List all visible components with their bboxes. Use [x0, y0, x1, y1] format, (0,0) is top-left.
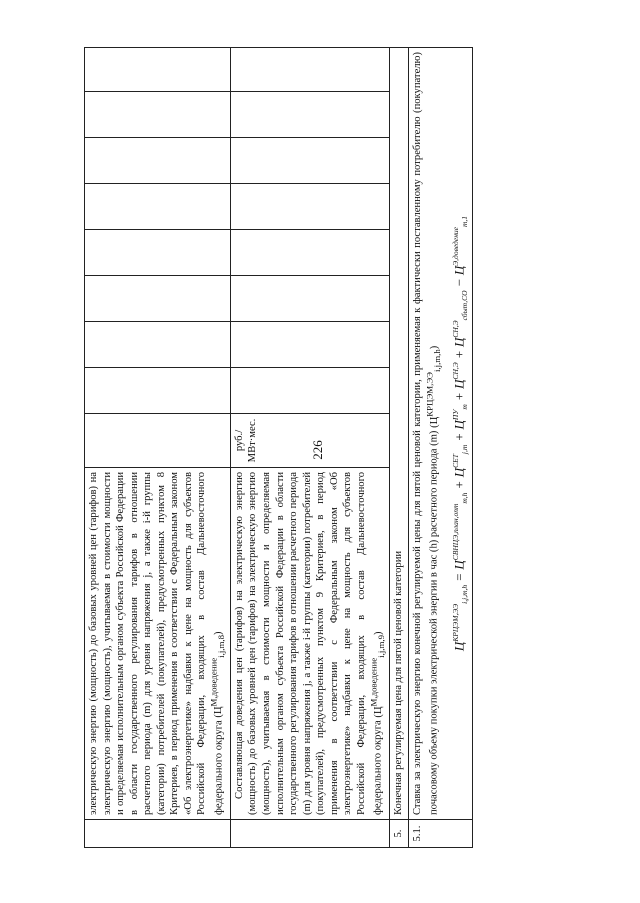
- table-row-9: [230, 48, 389, 848]
- row-description: электрическую энергию (мощность) до базовых уровней цен (тарифов) на электрическую энергию (мощность), учитываемая в стоимости мощности и определяемая исполнительным органом субъекта Российской Федерации в области государственного регулирования тарифов в отношении расчетного периода (m) для уровня напряжения j, а также i-й группы (категории) потребителей (покупателей), предусмотренных пунктом 8 Критериев, в период применения в соответствии с Федеральным законом «Об электроэнергетике» надбавки к цене на мощность для субъектов Российской Федерации, входящих в состав Дальневосточного федерального округа: [88, 472, 225, 815]
- section-title: Конечная регулируемая цена для пятой ценовой категории: [390, 48, 409, 820]
- row-symbol: $(Ц^{М,доведение}_{i,j,m,9})$: [368, 631, 386, 718]
- value-cell: [85, 92, 231, 138]
- value-cell: [85, 368, 231, 414]
- row-number-cell: [230, 820, 389, 848]
- tariff-formula: $Ц^{КРЦЭМ,ЭЭ}_{i,j,m,h} = Ц^{СВНЦЭ,план,опт}_{m,h} + Ц^{СЕТ}_{j,m} + Ц^{ПУ}_m + Ц^{СН,Э} + Ц^{СН,Э}_{сбыт,СО} - Ц^{Э,доведение}_{m,1}$: [451, 215, 470, 652]
- value-cell: [230, 48, 389, 92]
- row-unit-cell: [85, 414, 231, 468]
- row-symbol: $(Ц^{М,доведение}_{i,j,m,8})$: [208, 631, 227, 718]
- row-description-cell: [230, 468, 389, 820]
- row-number-cell: [85, 820, 231, 848]
- rotated-table-container: [84, 48, 632, 848]
- document-frame: [84, 48, 632, 848]
- table-row-continued: [85, 48, 231, 848]
- row-number: 5.1.: [408, 820, 472, 848]
- table-row-5-1: [408, 48, 472, 848]
- value-cell: [230, 184, 389, 230]
- row-description: Ставка за электрическую энергию конечной регулируемой цены для пятой ценовой категории, применяемая к фактически поставленному потребителю (покупателю) почасовому объему покупки электрической энергии в час (h) расчетного периода (m) $(Ц^{КРЦЭМ,ЭЭ}_{i,j,m,h})$: [411, 52, 442, 815]
- row-formula-cell: [408, 48, 472, 820]
- row-unit: руб./ МВт·мес.: [230, 414, 389, 468]
- value-cell: [230, 368, 389, 414]
- row-description: Составляющая доведения цен (тарифов) на электрическую энергию (мощность) до базовых уровней цен (тарифов) на электрическую энергию (мощность), учитываемая в стоимости мощности и определяемая исполнительным органом субъекта Российской Федерации в области государственного регулирования тарифов в отношении расчетного периода (m) для уровня напряжения j, а также i-й группы (категории) потребителей (покупателей), предусмотренных пунктом 9 Критериев, в период применения в соответствии с Федеральным законом «Об электроэнергетике» надбавки к цене на мощность для субъектов Российской Федерации, входящих в состав Дальневосточного федерального округа: [233, 472, 384, 815]
- value-cell: [230, 230, 389, 276]
- row-symbol: $(Ц^{КРЦЭМ,ЭЭ}_{i,j,m,h})$: [424, 345, 442, 428]
- value-cell: [85, 184, 231, 230]
- value-cell: [85, 322, 231, 368]
- value-cell: [230, 92, 389, 138]
- value-cell: [230, 138, 389, 184]
- page-number: 226: [309, 440, 325, 460]
- value-cell: [85, 48, 231, 92]
- value-cell: [85, 138, 231, 184]
- section-row-5: [390, 48, 409, 848]
- value-cell: [230, 276, 389, 322]
- section-number: 5.: [390, 820, 409, 848]
- value-cell: [85, 276, 231, 322]
- value-cell: [85, 230, 231, 276]
- row-description-cell: [85, 468, 231, 820]
- tariff-table: [84, 47, 473, 848]
- value-cell: [230, 322, 389, 368]
